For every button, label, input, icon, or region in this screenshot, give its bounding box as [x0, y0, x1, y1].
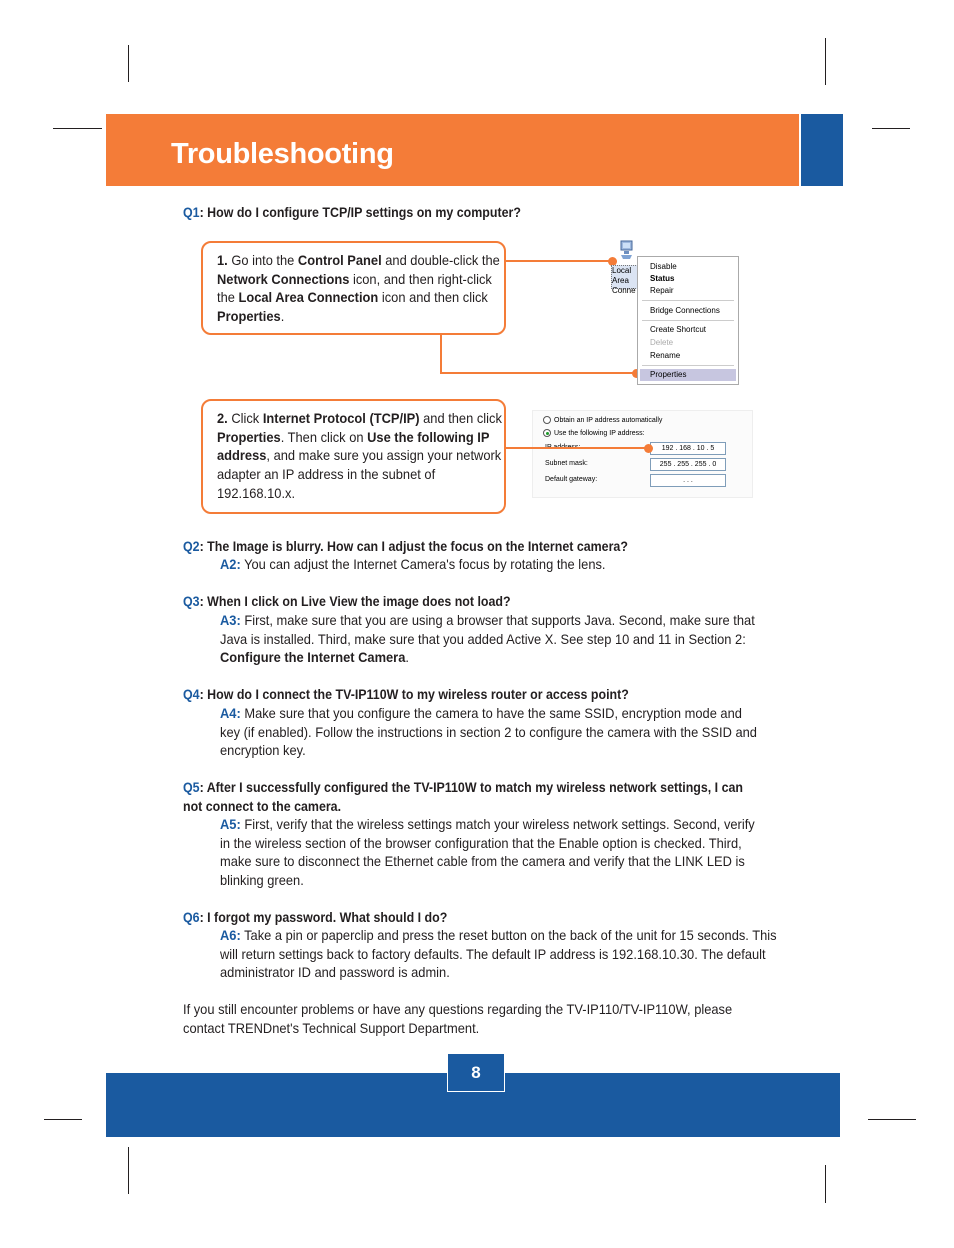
answer-number: A6:	[220, 927, 241, 943]
menu-item-repair[interactable]: Repair	[650, 286, 674, 295]
option-label: Obtain an IP address automatically	[554, 416, 663, 424]
answer-text: Take a pin or paperclip and press the reset button on the back of the unit for 15 seconds. This will return settings back to factory defaults. The default IP address is 192.168.10.30. The default administrator ID and password is admin.	[220, 927, 777, 980]
ip-address-field[interactable]: 192 . 168 . 10 . 5	[650, 442, 726, 455]
subnet-mask-field[interactable]: 255 . 255 . 255 . 0	[650, 458, 726, 471]
step-bold: Network Connections	[217, 270, 350, 287]
question-number: Q5	[183, 780, 200, 795]
answer-2	[220, 555, 763, 574]
step-text: Click	[227, 410, 263, 426]
step-number: 2.	[217, 410, 228, 426]
step-text: icon and then click	[378, 289, 488, 306]
context-menu	[637, 256, 739, 385]
question-number: Q1	[183, 205, 200, 220]
answer-text: You can adjust the Internet Camera's focus by rotating the lens.	[240, 556, 606, 572]
crop-mark	[825, 1165, 826, 1203]
network-connection-icon	[619, 240, 635, 260]
local-area-connection-label: Local Area Conne	[611, 265, 638, 289]
question-text: : I forgot my password. What should I do?	[199, 910, 448, 925]
menu-separator	[642, 320, 734, 321]
step-number: 1.	[217, 252, 228, 268]
radio-icon	[543, 416, 551, 424]
header-tab	[801, 114, 843, 186]
question-3	[183, 592, 511, 611]
default-gateway-label: Default gateway:	[545, 476, 598, 483]
crop-mark	[128, 45, 129, 82]
menu-separator	[642, 300, 734, 301]
step-text: Go into the	[227, 252, 298, 268]
question-text: : When I click on Live View the image does not load?	[199, 594, 511, 609]
menu-item-bridge-connections[interactable]: Bridge Connections	[650, 306, 720, 315]
answer-6	[220, 926, 777, 982]
question-number: Q2	[183, 539, 200, 554]
question-2	[183, 537, 628, 556]
answer-text: First, verify that the wireless settings match your wireless network settings. Second, verify in the wireless section of the browser configuration that the Enable option is checked. Third, make sure to disconnect the Ethernet cable from the camera and verify that the LINK LED is blinking green.	[220, 816, 755, 888]
answer-bold: Configure the Internet Camera	[220, 649, 406, 665]
answer-number: A5:	[220, 816, 241, 832]
question-number: Q4	[183, 687, 200, 702]
menu-item-disable[interactable]: Disable	[650, 262, 677, 271]
default-gateway-field[interactable]: . . .	[650, 474, 726, 487]
crop-mark	[128, 1147, 129, 1194]
question-5	[183, 778, 763, 816]
step-text: .	[280, 308, 285, 325]
closing-paragraph: If you still encounter problems or have any questions regarding the TV-IP110/TV-IP110W, please contact TRENDnet's Technical Support Department.	[183, 1001, 733, 1036]
crop-mark	[872, 128, 910, 129]
question-6	[183, 908, 447, 927]
step-text: . Then click on	[280, 428, 368, 445]
step-text: and double-click the	[381, 252, 500, 268]
step-text: icon, and then right-click the	[217, 270, 492, 306]
crop-mark	[868, 1119, 916, 1120]
step-text: , and make sure you assign your network adapter an IP address in the subnet of 192.168.10.x.	[217, 447, 502, 501]
crop-mark	[53, 128, 102, 129]
menu-item-delete[interactable]: Delete	[650, 338, 674, 347]
ip-settings-panel	[532, 410, 753, 498]
question-text: : After I successfully configured the TV-IP110W to match my wireless network settings, I can not connect to the camera.	[183, 780, 743, 814]
question-text: : How do I connect the TV-IP110W to my wireless router or access point?	[199, 687, 629, 702]
connector-line	[505, 260, 612, 262]
connector-dot	[644, 444, 653, 453]
answer-number: A2:	[220, 556, 241, 572]
question-number: Q6	[183, 910, 200, 925]
crop-mark	[825, 38, 826, 85]
step-bold: Control Panel	[297, 252, 382, 268]
step-2-callout	[201, 399, 506, 514]
answer-4	[220, 704, 763, 760]
answer-5	[220, 815, 767, 889]
subnet-mask-label: Subnet mask:	[545, 460, 588, 467]
question-4	[183, 685, 629, 704]
page-title: Troubleshooting	[171, 138, 394, 170]
answer-text: .	[405, 649, 409, 665]
menu-item-create-shortcut[interactable]: Create Shortcut	[650, 325, 707, 334]
option-label: Use the following IP address:	[554, 429, 645, 437]
menu-item-rename[interactable]: Rename	[650, 351, 681, 360]
answer-text: First, make sure that you are using a browser that supports Java. Second, make sure that Java is installed. Third, make sure that you added Active X. See step 10 and 11 in Section 2:	[220, 612, 755, 647]
menu-separator	[642, 365, 734, 366]
connector-line	[440, 334, 442, 374]
crop-mark	[44, 1119, 82, 1120]
step-bold: Use the following IP address	[217, 428, 490, 464]
step-bold: Internet Protocol (TCP/IP)	[262, 410, 420, 426]
question-number: Q3	[183, 594, 200, 609]
question-1	[183, 203, 521, 222]
step-text: and then click	[419, 410, 502, 426]
answer-number: A4:	[220, 705, 241, 721]
use-following-ip-option[interactable]	[543, 429, 645, 437]
question-text: : How do I configure TCP/IP settings on my computer?	[199, 205, 521, 220]
page-number: 8	[447, 1053, 505, 1092]
connector-line	[440, 372, 636, 374]
answer-number: A3:	[220, 612, 241, 628]
menu-item-properties[interactable]: Properties	[650, 370, 687, 379]
step-1-callout	[201, 241, 506, 335]
question-text: : The Image is blurry. How can I adjust the focus on the Internet camera?	[199, 539, 628, 554]
step-bold: Local Area Connection	[238, 289, 379, 306]
answer-text: Make sure that you configure the camera to have the same SSID, encryption mode and key (if enabled). Follow the instructions in section 2 to configure the camera with the SSID and encryption key.	[220, 705, 757, 758]
menu-item-status[interactable]: Status	[650, 274, 675, 283]
step-bold: Properties	[217, 308, 281, 325]
connector-line	[505, 447, 647, 449]
answer-3	[220, 611, 763, 667]
obtain-ip-option[interactable]	[543, 416, 662, 424]
step-bold: Properties	[217, 428, 281, 445]
radio-selected-icon	[543, 429, 551, 437]
